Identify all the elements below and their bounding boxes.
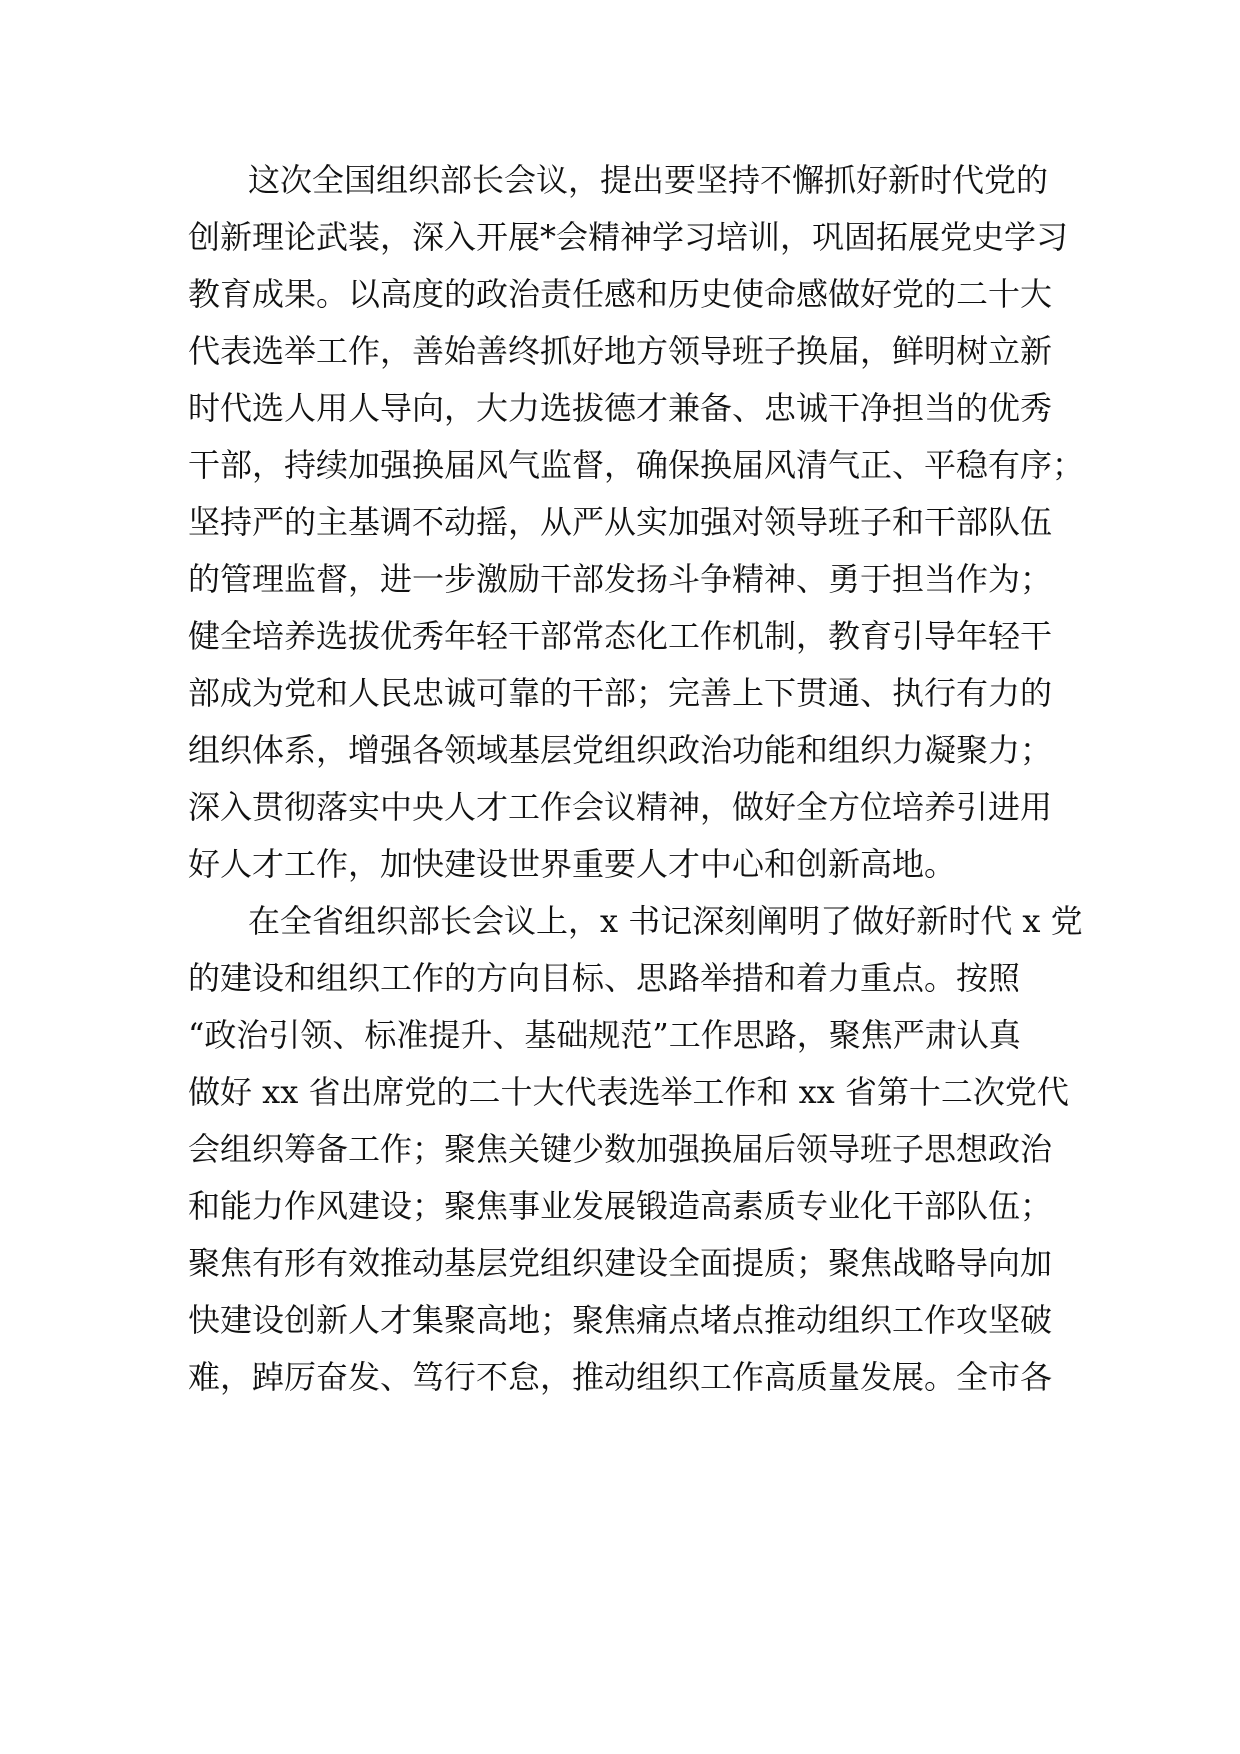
text-line: 好人才工作，加快建设世界重要人才中心和创新高地。 <box>188 845 957 883</box>
text-line: “政治引领、标准提升、基础规范”工作思路，聚焦严肃认真 <box>188 1016 1021 1054</box>
text-line: 健全培养选拔优秀年轻干部常态化工作机制，教育引导年轻干 <box>188 617 1053 655</box>
text-line: 聚焦有形有效推动基层党组织建设全面提质；聚焦战略导向加 <box>188 1244 1053 1282</box>
text-line: 这次全国组织部长会议，提出要坚持不懈抓好新时代党的 <box>248 161 1049 199</box>
text-line: 时代选人用人导向，大力选拔德才兼备、忠诚干净担当的优秀 <box>188 389 1053 427</box>
text-line: 组织体系，增强各领域基层党组织政治功能和组织力凝聚力； <box>188 731 1053 769</box>
text-line: 的建设和组织工作的方向目标、思路举措和着力重点。按照 <box>188 959 1021 997</box>
text-line: 的管理监督，进一步激励干部发扬斗争精神、勇于担当作为； <box>188 560 1053 598</box>
text-line: 会组织筹备工作；聚焦关键少数加强换届后领导班子思想政治 <box>188 1130 1053 1168</box>
text-line: 坚持严的主基调不动摇，从严从实加强对领导班子和干部队伍 <box>188 503 1053 541</box>
text-line: 部成为党和人民忠诚可靠的干部；完善上下贯通、执行有力的 <box>188 674 1053 712</box>
text-line: 做好 xx 省出席党的二十大代表选举工作和 xx 省第十二次党代 <box>188 1073 1069 1111</box>
text-line: 和能力作风建设；聚焦事业发展锻造高素质专业化干部队伍； <box>188 1187 1053 1225</box>
text-line: 难，踔厉奋发、笃行不怠，推动组织工作高质量发展。全市各 <box>188 1358 1053 1396</box>
text-line: 代表选举工作，善始善终抓好地方领导班子换届，鲜明树立新 <box>188 332 1053 370</box>
text-line: 创新理论武装，深入开展*会精神学习培训，巩固拓展党史学习 <box>188 218 1069 256</box>
text-line: 在全省组织部长会议上，x 书记深刻阐明了做好新时代 x 党 <box>248 902 1083 940</box>
text-line: 深入贯彻落实中央人才工作会议精神，做好全方位培养引进用 <box>188 788 1053 826</box>
text-line: 干部，持续加强换届风气监督，确保换届风清气正、平稳有序； <box>188 446 1085 484</box>
text-line: 教育成果。以高度的政治责任感和历史使命感做好党的二十大 <box>188 275 1053 313</box>
text-line: 快建设创新人才集聚高地；聚焦痛点堵点推动组织工作攻坚破 <box>188 1301 1053 1339</box>
